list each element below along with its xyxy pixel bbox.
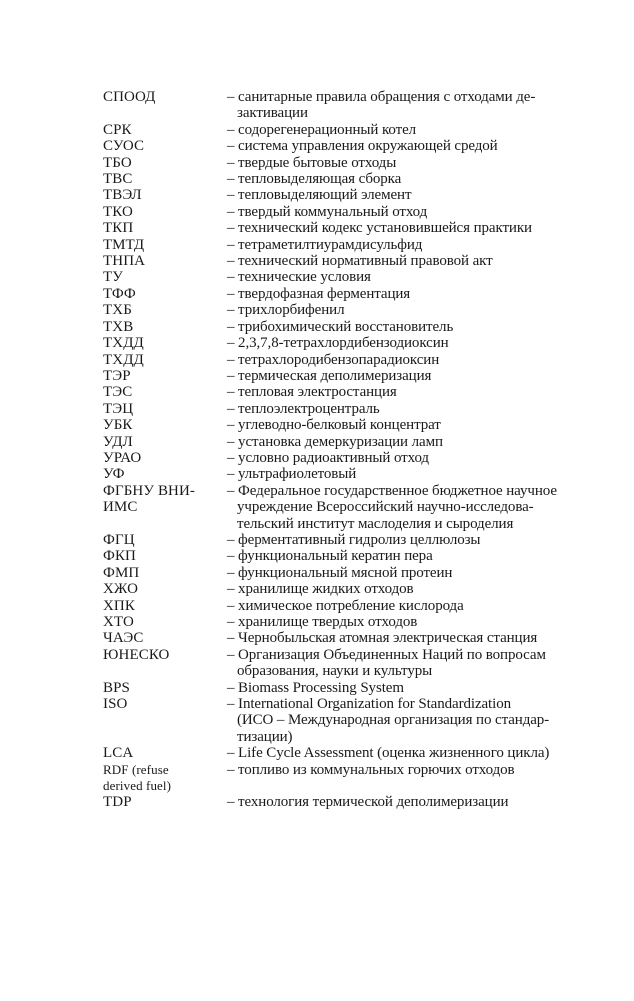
abbreviation-entry [103,417,543,433]
abbreviation-definition [227,401,543,417]
definition-line: – Организация Объединенных Наций по вопросам [227,646,546,663]
definition-line: зактивации [237,105,308,122]
abbreviation-definition [227,548,543,564]
abbreviation-term-line: ТКО [103,203,133,220]
abbreviation-entry [103,368,543,384]
definition-line: – функциональный мясной протеин [227,564,453,581]
abbreviation-term [103,434,227,450]
abbreviation-entry [103,614,543,630]
abbreviation-term [103,204,227,220]
abbreviation-term [103,155,227,171]
abbreviation-term [103,187,227,203]
definition-line: – ультрафиолетовый [227,466,357,483]
definition-line: – твердофазная ферментация [227,285,411,302]
abbreviation-term-line: СУОС [103,138,145,155]
abbreviation-entry [103,89,543,122]
abbreviation-term-line: СРК [103,121,132,138]
abbreviation-definition [227,237,543,253]
abbreviation-definition [227,253,543,269]
abbreviation-term [103,269,227,285]
abbreviation-term-line: TDP [103,794,132,811]
abbreviation-term-line: ТЭС [103,384,133,401]
abbreviation-entry [103,646,546,680]
abbreviation-term [103,319,227,335]
definition-line: – тепловая электростанция [227,384,397,401]
abbreviation-term-line: ТУ [103,269,123,286]
abbreviation-entry [103,352,543,368]
abbreviation-definition [227,220,543,236]
abbreviation-term-line: УБК [103,417,133,434]
abbreviation-definition [227,482,557,532]
abbreviation-entry [103,450,543,466]
abbreviation-term-line: ХЖО [103,581,139,598]
definition-line: – Федеральное государственное бюджетное научное [227,482,557,499]
abbreviation-term-line: ТЭЦ [103,400,134,417]
definition-line: – технология термической деполимеризации [227,794,509,811]
abbreviation-entry [103,269,543,285]
definition-line: – условно радиоактивный отход [227,449,429,466]
definition-line: – Biomass Processing System [227,679,404,696]
abbreviation-term-line: ТВЭЛ [103,187,142,204]
abbreviation-entry [103,138,543,154]
abbreviation-term-line: LCA [103,745,134,762]
abbreviation-term [103,532,227,548]
abbreviation-term-line: ТФФ [103,285,136,302]
abbreviation-definition [227,138,543,154]
abbreviation-term [103,352,227,368]
abbreviation-term [103,630,227,646]
definition-line: образования, науки и культуры [237,663,433,680]
abbreviation-term-line: УФ [103,466,125,483]
abbreviation-term [103,253,227,269]
definition-line: тизации) [237,728,293,745]
abbreviation-entry [103,482,557,532]
abbreviation-term-line: ТХВ [103,318,134,335]
abbreviation-term [103,483,227,516]
definition-line: – содорегенерационный котел [227,121,417,138]
abbreviation-definition [227,155,543,171]
definition-line: – функциональный кератин пера [227,548,433,565]
definition-line: – теплоэлектроцентраль [227,400,380,417]
abbreviation-term-line: ТЭР [103,367,131,384]
abbreviation-entry [103,745,550,762]
definition-line: – хранилище твердых отходов [227,614,418,630]
abbreviation-term-line: ХПК [103,597,135,614]
abbreviation-term-line: ТХДД [103,335,144,352]
abbreviation-term [103,220,227,236]
abbreviation-term-line: ЮНЕСКО [103,646,170,663]
abbreviation-term [103,237,227,253]
abbreviation-term [103,598,227,614]
definition-line: – топливо из коммунальных горючих отходов [227,761,515,778]
abbreviation-list [103,89,557,811]
abbreviation-entry [103,466,543,482]
abbreviation-definition [227,352,543,368]
definition-line: учреждение Всероссийский научно-исследова- [237,499,534,516]
abbreviation-term-line: ФКП [103,548,136,565]
abbreviation-definition [227,335,543,351]
abbreviation-entry [103,253,543,269]
abbreviation-term [103,680,227,696]
abbreviation-definition [227,696,550,745]
abbreviation-entry [103,319,543,335]
abbreviation-definition [227,187,543,203]
definition-line: – Чернобыльская атомная электрическая станция [227,630,538,647]
abbreviation-term [103,171,227,187]
abbreviation-entry [103,302,543,318]
abbreviation-entry [103,122,543,138]
abbreviation-term [103,122,227,138]
abbreviation-term [103,745,227,761]
definition-line: – International Organization for Standardization [227,696,511,713]
abbreviation-term-line: ТХБ [103,302,132,319]
abbreviation-definition [227,598,543,614]
abbreviation-entry [103,171,543,187]
definition-line: (ИСО – Международная организация по стандар- [237,712,550,729]
abbreviation-term [103,138,227,154]
definition-line: – твердые бытовые отходы [227,154,397,171]
abbreviation-term-line: ТБО [103,154,132,171]
abbreviation-term [103,794,227,810]
abbreviation-term-line: ТВС [103,171,133,188]
abbreviation-term-line: RDF (refuse [103,761,169,777]
abbreviation-entry [103,155,543,171]
abbreviation-term [103,335,227,351]
definition-line: – углеводно-белковый концентрат [227,417,441,434]
abbreviation-definition [227,302,543,318]
abbreviation-term [103,581,227,597]
abbreviation-term [103,450,227,466]
abbreviation-term [103,548,227,564]
abbreviation-definition [227,384,543,400]
abbreviation-definition [227,745,550,762]
abbreviation-entry [103,598,543,614]
abbreviation-term [103,89,227,105]
abbreviation-entry [103,434,543,450]
abbreviation-entry [103,237,543,253]
definition-line: – ферментативный гидролиз целлюлозы [227,531,481,548]
abbreviation-term-line: УДЛ [103,433,133,450]
abbreviation-term-line: derived fuel) [103,778,172,794]
abbreviation-definition [227,204,543,220]
abbreviation-entry [103,532,543,548]
abbreviation-entry [103,187,543,203]
definition-line: – тепловыделяющий элемент [227,187,412,204]
abbreviation-definition [227,417,543,433]
definition-line: – химическое потребление кислорода [227,597,464,614]
abbreviation-term-line: ISO [103,696,128,713]
abbreviation-term [103,762,227,795]
definition-line: – технический кодекс установившейся практики [227,220,532,237]
abbreviation-term [103,368,227,384]
definition-line: – тетраметилтиурамдисульфид [227,236,423,253]
abbreviation-entry [103,204,543,220]
definition-line: – 2,3,7,8-тетрахлордибензодиоксин [227,335,449,352]
abbreviation-entry [103,565,543,581]
abbreviation-definition [227,646,546,680]
abbreviation-term-line: УРАО [103,449,142,466]
abbreviation-term-line: ИМС [103,499,138,516]
abbreviation-entry [103,630,543,646]
abbreviation-term [103,565,227,581]
definition-line: – термическая деполимеризация [227,367,432,384]
abbreviation-term [103,302,227,318]
definition-line: – система управления окружающей средой [227,138,498,155]
abbreviation-term-line: ТНПА [103,253,146,270]
definition-line: – тепловыделяющая сборка [227,171,402,188]
abbreviation-definition [227,368,543,384]
abbreviation-definition [227,450,543,466]
abbreviation-definition [227,171,543,187]
abbreviation-term [103,647,227,663]
definition-line: – тетрахлородибензопарадиоксин [227,351,440,368]
abbreviation-term [103,384,227,400]
definition-line: – санитарные правила обращения с отходами де- [227,89,536,105]
abbreviation-term-line: ТКП [103,220,134,237]
abbreviation-definition [227,122,543,138]
definition-line: – Life Cycle Assessment (оценка жизненного цикла) [227,745,550,762]
definition-line: – хранилище жидких отходов [227,581,414,598]
abbreviation-term [103,614,227,630]
definition-line: – твердый коммунальный отход [227,203,428,220]
abbreviation-entry [103,335,543,351]
definition-line: – технические условия [227,269,371,286]
abbreviation-term-line: ФГБНУ ВНИ- [103,482,196,499]
abbreviation-definition [227,762,543,778]
abbreviation-definition [227,532,543,548]
abbreviation-entry [103,762,543,795]
abbreviation-term [103,417,227,433]
abbreviation-entry [103,680,543,696]
definition-line: – трибохимический восстановитель [227,318,454,335]
abbreviation-definition [227,466,543,482]
abbreviation-definition [227,434,543,450]
abbreviation-term [103,401,227,417]
abbreviation-entry [103,794,543,810]
definition-line: тельский институт маслоделия и сыроделия [237,515,514,532]
abbreviation-entry [103,548,543,564]
abbreviation-definition [227,794,543,810]
abbreviation-term-line: ФМП [103,564,140,581]
definition-line: – трихлорбифенил [227,302,345,319]
abbreviation-term-line: ХТО [103,614,134,630]
abbreviation-entry [103,696,550,745]
abbreviation-term-line: ТМТД [103,236,145,253]
abbreviation-term-line: ЧАЭС [103,630,144,647]
abbreviation-entry [103,384,543,400]
definition-line: – установка демеркуризации ламп [227,433,443,450]
abbreviation-term-line: СПООД [103,89,156,105]
abbreviation-definition [227,630,543,646]
abbreviation-definition [227,680,543,696]
abbreviation-term-line: BPS [103,679,130,696]
abbreviation-definition [227,581,543,597]
abbreviation-definition [227,614,543,630]
definition-line: – технический нормативный правовой акт [227,253,493,270]
abbreviation-definition [227,319,543,335]
abbreviation-entry [103,220,543,236]
abbreviation-term-line: ФГЦ [103,531,135,548]
abbreviation-definition [227,89,543,122]
abbreviation-term [103,286,227,302]
abbreviation-entry [103,581,543,597]
abbreviation-definition [227,269,543,285]
abbreviation-term [103,696,227,712]
abbreviation-definition [227,565,543,581]
abbreviation-entry [103,401,543,417]
abbreviation-term [103,466,227,482]
abbreviation-entry [103,286,543,302]
abbreviation-term-line: ТХДД [103,351,144,368]
abbreviation-definition [227,286,543,302]
